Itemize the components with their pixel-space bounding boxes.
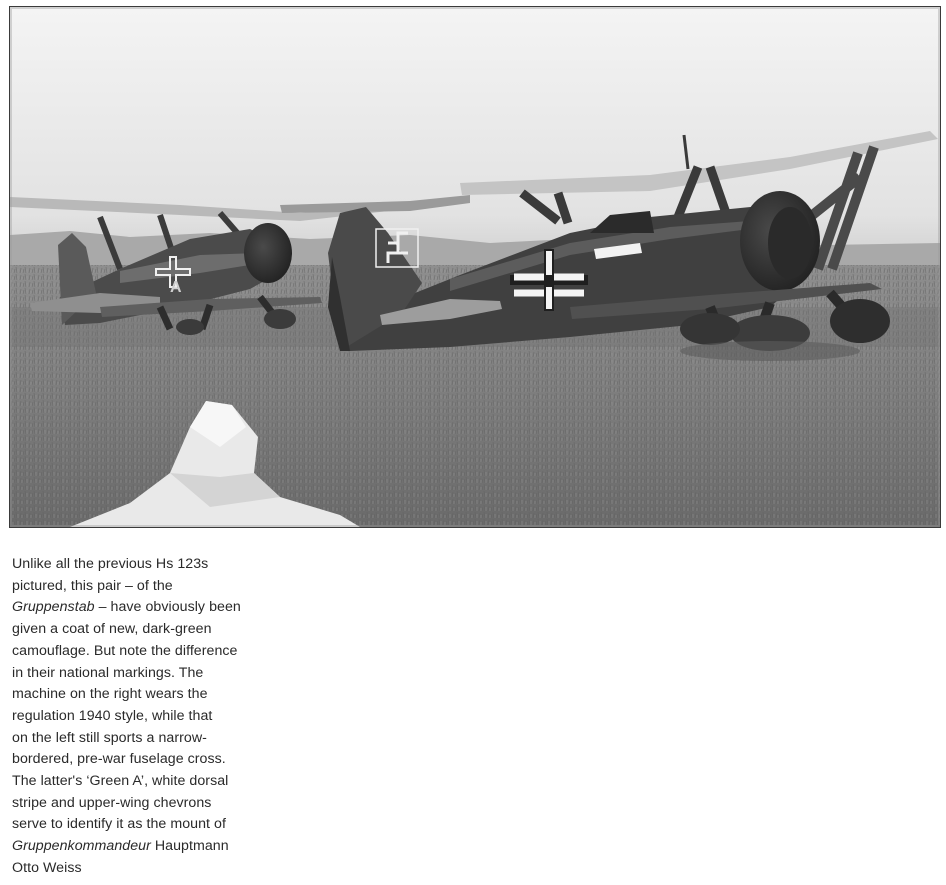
photograph (9, 6, 941, 528)
caption-text: regulation 1940 style, while that (12, 707, 213, 724)
caption-line (12, 576, 302, 598)
caption-text: on the left still sports a narrow- (12, 729, 207, 746)
biplane-photo-illustration (10, 7, 940, 527)
caption-line (12, 684, 302, 706)
caption-text: stripe and upper-wing chevrons (12, 794, 212, 811)
caption-italic-term: Gruppenkommandeur (12, 838, 151, 855)
caption-text: serve to identify it as the mount of (12, 816, 226, 833)
caption-text: The latter's ‘Green A’, white dorsal (12, 773, 229, 790)
caption-text: machine on the right wears the (12, 686, 208, 703)
fuselage-code: A (170, 279, 182, 296)
caption-line (12, 706, 302, 728)
caption-line (12, 597, 302, 619)
caption-line (12, 663, 302, 685)
caption-line (12, 749, 302, 771)
caption-line (12, 771, 302, 793)
caption-line (12, 619, 302, 641)
photo-caption (12, 554, 302, 880)
caption-text: bordered, pre-war fuselage cross. (12, 751, 226, 768)
caption-line (12, 728, 302, 750)
caption-text: camouflage. But note the difference (12, 642, 238, 659)
caption-text: – have obviously been (94, 599, 241, 616)
caption-text: Unlike all the previous Hs 123s (12, 556, 209, 572)
caption-text: Otto Weiss (12, 859, 82, 876)
caption-line (12, 641, 302, 663)
caption-line (12, 836, 302, 858)
caption-italic-term: Gruppenstab (12, 599, 95, 616)
caption-text: in their national markings. The (12, 664, 204, 681)
caption-line (12, 858, 302, 880)
caption-text: pictured, this pair – of the (12, 577, 173, 594)
caption-text: Hauptmann (150, 838, 229, 855)
caption-line (12, 793, 302, 815)
caption-text: given a coat of new, dark-green (12, 621, 212, 638)
caption-line (12, 554, 302, 576)
caption-line (12, 814, 302, 836)
